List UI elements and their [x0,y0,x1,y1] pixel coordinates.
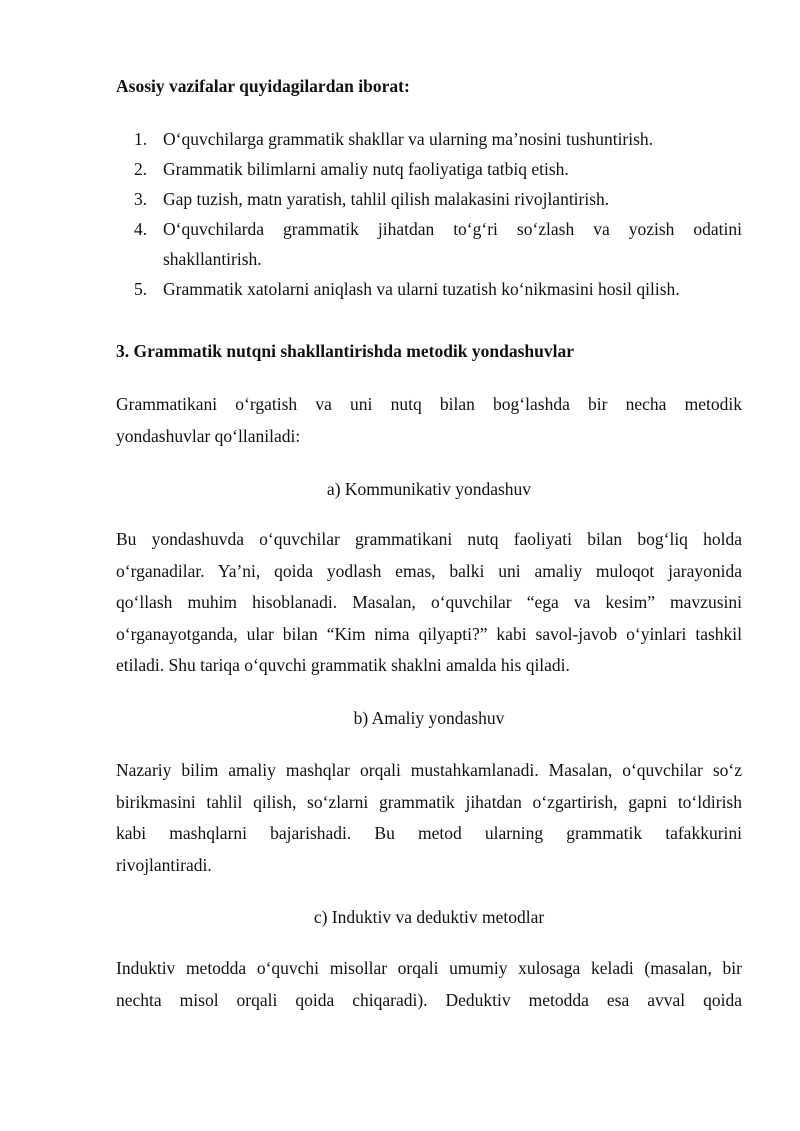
paragraph-line: qo‘llash muhim hisoblanadi. Masalan, o‘quvchilar “ega va kesim” mavzusini [116,592,742,612]
list-item [116,184,742,214]
paragraph-line: nechta misol orqali qoida chiqaradi). Deduktiv metodda esa avval qoida [116,989,742,1010]
paragraph-line: Grammatikani o‘rgatish va uni nutq bilan bog‘lashda bir necha metodik [116,394,742,414]
tasks-heading: Asosiy vazifalar quyidagilardan iborat: [116,76,410,96]
tasks-list [116,124,742,304]
paragraph-line: o‘rganadilar. Ya’ni, qoida yodlash emas, balki uni amaliy muloqot jarayonida [116,560,742,581]
paragraph-line: yondashuvlar qo‘llaniladi: [116,425,301,446]
paragraph-line: birikmasini tahlil qilish, so‘zlarni grammatik jihatdan o‘zgartirish, gapni to‘ldirish [116,791,742,812]
paragraph-line: kabi mashqlarni bajarishadi. Bu metod ularning grammatik tafakkurini [116,823,742,843]
list-item [116,124,742,154]
list-item [116,274,742,304]
list-number: 4. [134,219,148,239]
list-item [116,154,742,184]
paragraph-b [116,755,742,881]
list-number: 2. [134,159,148,179]
list-item-text: Grammatik bilimlarni amaliy nutq faoliyatiga tatbiq etish. [163,159,569,179]
list-item-text-line2: shakllantirish. [163,249,262,269]
paragraph-line: o‘rganayotganda, ular bilan “Kim nima qilyapti?” kabi savol-javob o‘yinlari tashkil [116,623,742,644]
subheading-c: c) Induktiv va deduktiv metodlar [313,907,545,927]
subheading-a: a) Kommunikativ yondashuv [326,479,532,499]
paragraph-a [116,524,742,682]
list-item-text: O‘quvchilarga grammatik shakllar va ularning ma’nosini tushuntirish. [163,129,654,149]
list-item-text-line1: O‘quvchilarda grammatik jihatdan to‘g‘ri so‘zlash va yozish odatini [163,219,742,239]
list-number: 5. [134,279,148,299]
intro-paragraph [116,389,742,452]
paragraph-line: etiladi. Shu tariqa o‘quvchi grammatik shaklni amalda his qiladi. [116,655,570,675]
list-item [116,214,742,274]
list-number: 3. [134,189,148,209]
section-heading: 3. Grammatik nutqni shakllantirishda metodik yondashuvlar [116,341,575,361]
paragraph-line: rivojlantiradi. [116,854,212,875]
list-number: 1. [134,129,148,149]
subheading-b: b) Amaliy yondashuv [353,708,505,728]
paragraph-line: Bu yondashuvda o‘quvchilar grammatikani nutq faoliyati bilan bog‘liq holda [116,529,742,549]
list-item-text: Gap tuzish, matn yaratish, tahlil qilish malakasini rivojlantirish. [163,189,610,209]
paragraph-line: Nazariy bilim amaliy mashqlar orqali mustahkamlanadi. Masalan, o‘quvchilar so‘z [116,760,742,780]
paragraph-c [116,953,742,1016]
paragraph-line: Induktiv metodda o‘quvchi misollar orqali umumiy xulosaga keladi (masalan, bir [116,958,742,978]
list-item-text: Grammatik xatolarni aniqlash va ularni tuzatish ko‘nikmasini hosil qilish. [163,279,680,299]
